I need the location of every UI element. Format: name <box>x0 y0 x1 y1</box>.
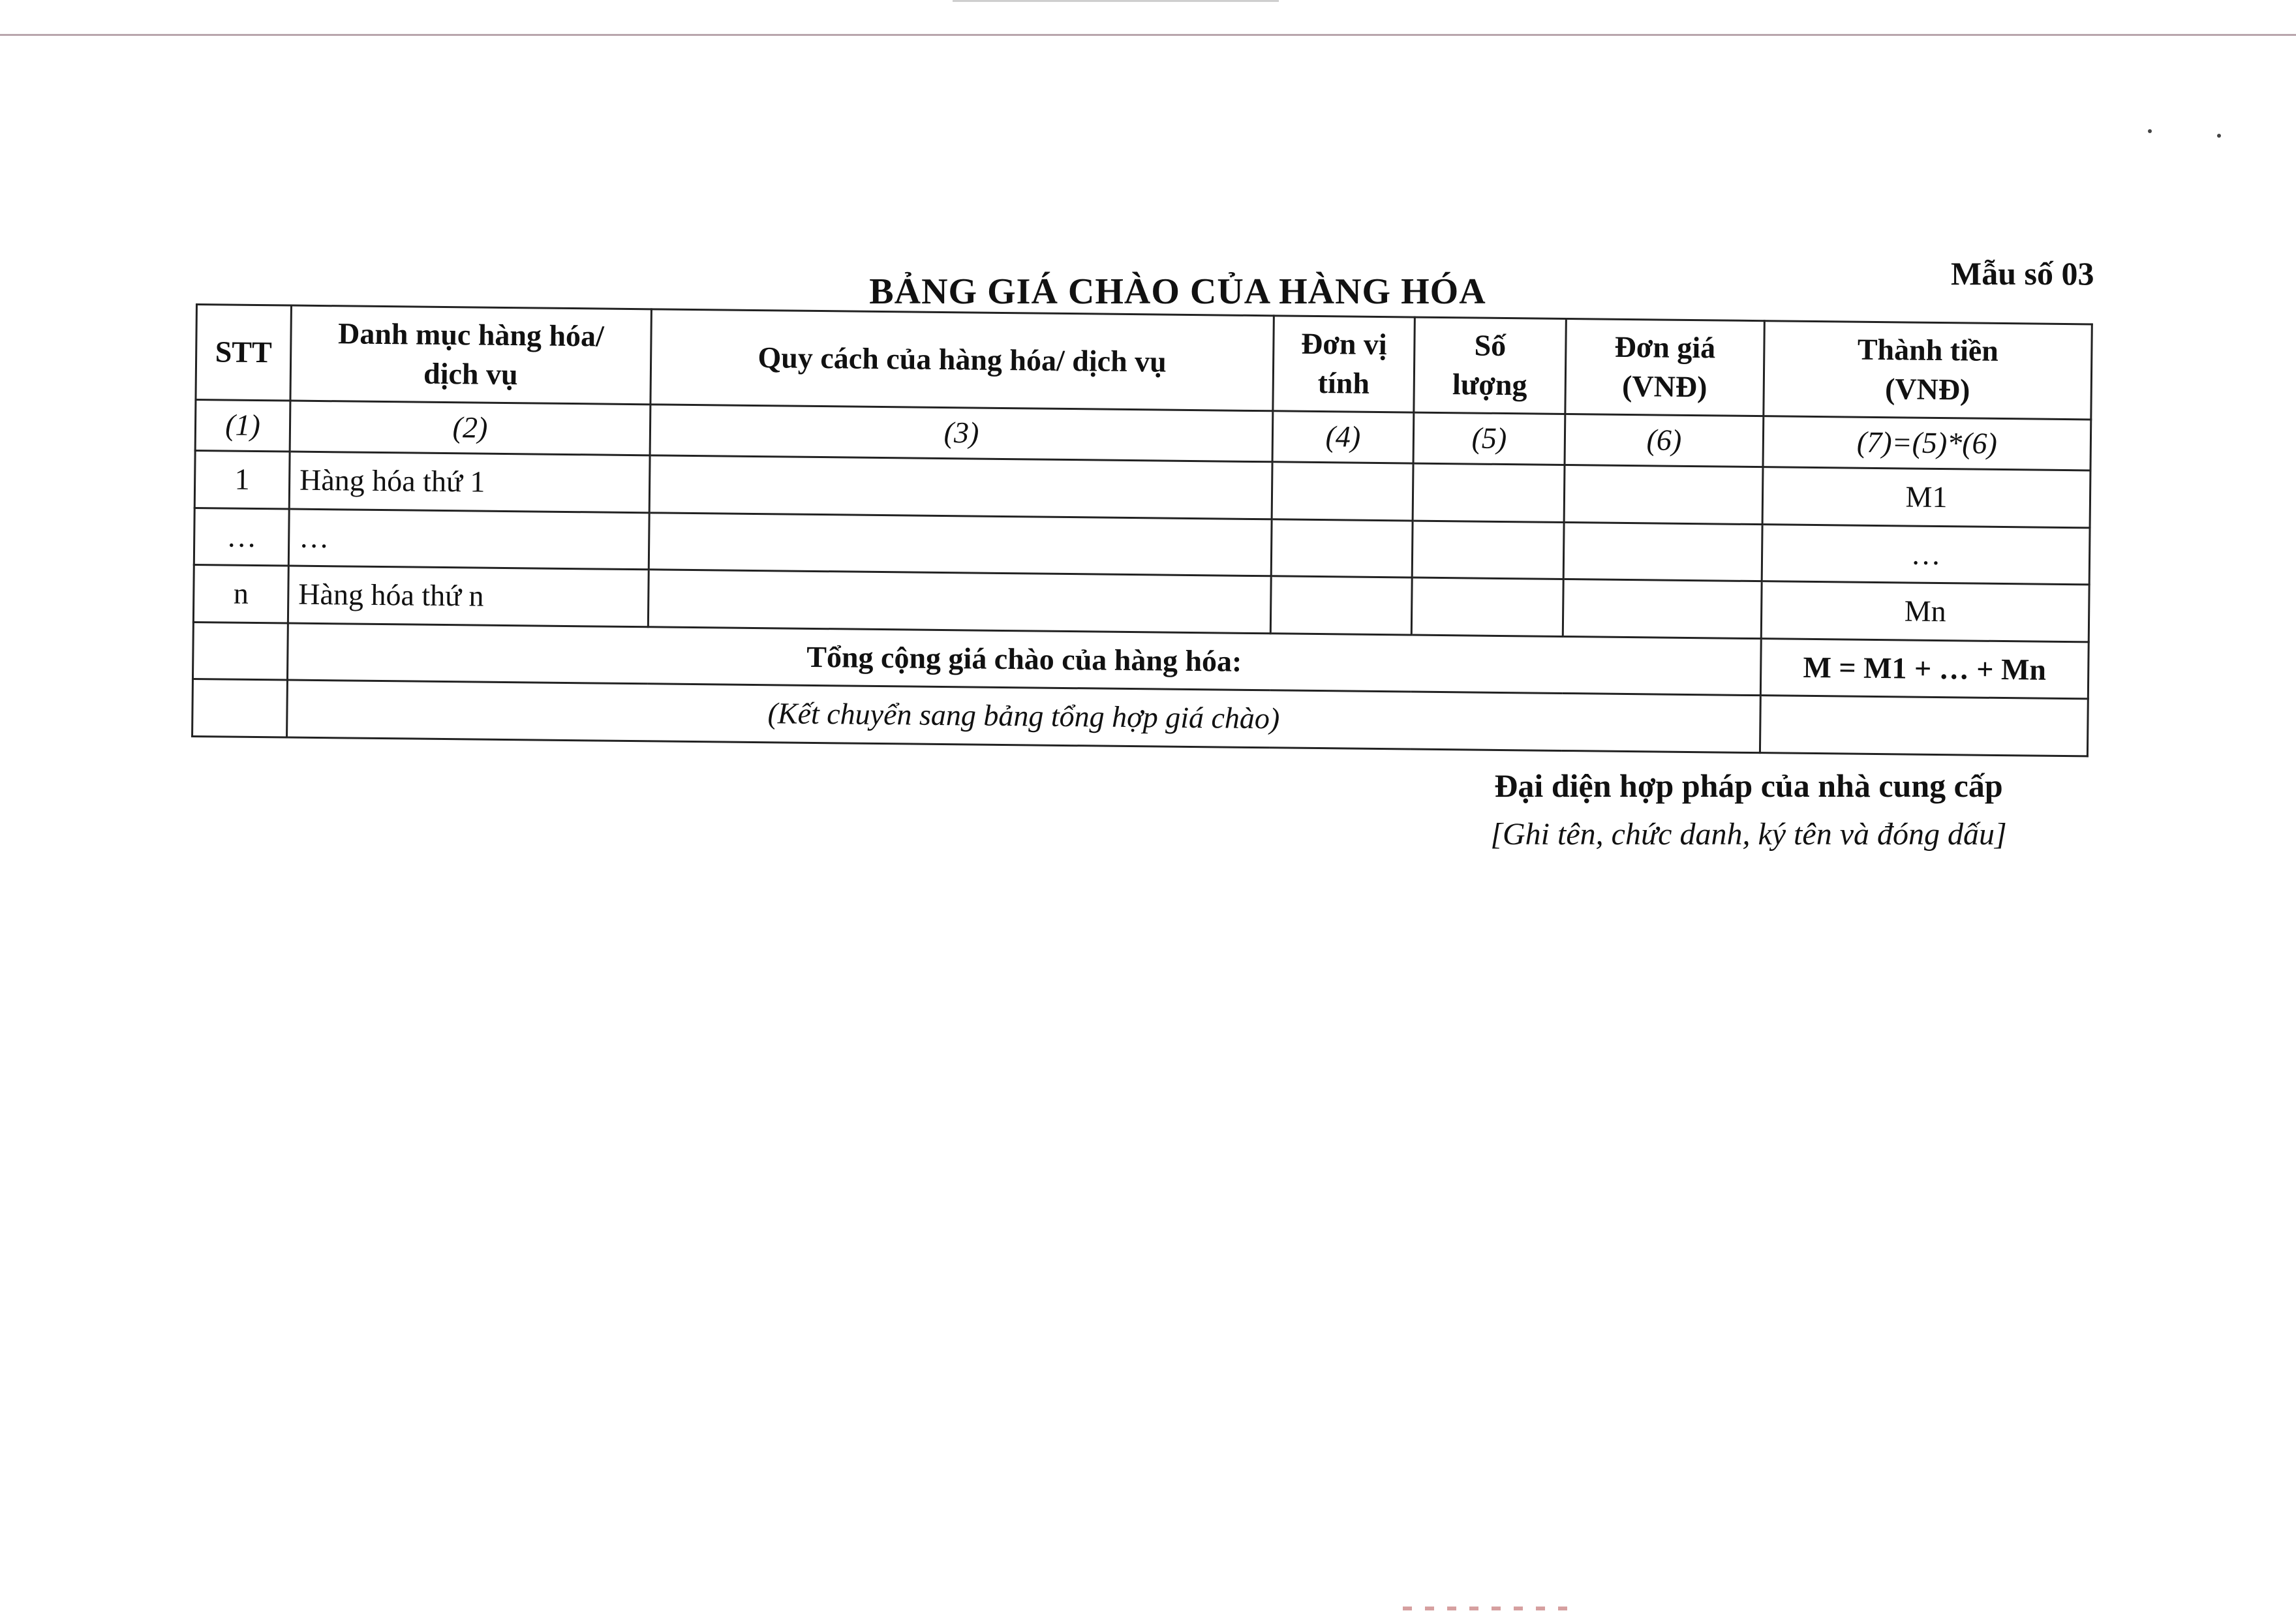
row-unit-cell <box>1270 576 1412 635</box>
column-number: (4) <box>1272 411 1414 463</box>
carry-stt-cell <box>192 679 288 737</box>
carry-amount-cell <box>1760 696 2088 756</box>
header-stt: STT <box>196 305 292 401</box>
header-quantity: Số lượng <box>1414 317 1567 414</box>
row-quantity-cell <box>1411 577 1563 636</box>
row-spec-cell <box>649 512 1272 576</box>
row-unit-cell <box>1271 519 1413 577</box>
top-rule <box>0 34 2296 36</box>
signature-block <box>1390 767 2107 852</box>
row-stt: n <box>193 565 288 623</box>
row-item-name: … <box>288 509 649 570</box>
scan-bleed-mark <box>1403 1607 1572 1610</box>
row-quantity-cell <box>1412 521 1564 579</box>
total-stt-cell <box>192 622 288 680</box>
row-amount: Mn <box>1761 581 2089 642</box>
scan-speck <box>2217 134 2221 138</box>
header-spec: Quy cách của hàng hóa/ dịch vụ <box>651 309 1274 411</box>
scan-edge-mark <box>953 0 1279 2</box>
column-number: (7)=(5)*(6) <box>1763 416 2091 470</box>
row-item-name: Hàng hóa thứ n <box>288 566 649 626</box>
row-spec-cell <box>649 455 1272 519</box>
column-number: (6) <box>1565 414 1764 467</box>
column-number: (5) <box>1413 412 1565 465</box>
header-amount: Thành tiền (VNĐ) <box>1764 321 2092 420</box>
signature-title: Đại diện hợp pháp của nhà cung cấp <box>1494 767 2003 804</box>
total-label: Tổng cộng giá chào của hàng hóa: <box>287 623 1761 696</box>
column-number: (1) <box>195 399 290 452</box>
row-price-cell <box>1564 465 1763 525</box>
document-title: BẢNG GIÁ CHÀO CỦA HÀNG HÓA <box>869 271 1486 312</box>
column-number: (3) <box>650 405 1273 462</box>
header-unit: Đơn vị tính <box>1273 316 1415 412</box>
column-number: (2) <box>290 401 651 455</box>
header-category: Danh mục hàng hóa/ dịch vụ <box>290 305 651 405</box>
row-spec-cell <box>648 570 1271 634</box>
scan-speck <box>2148 129 2152 133</box>
row-price-cell <box>1563 522 1762 581</box>
row-unit-cell <box>1272 462 1413 521</box>
row-stt: … <box>194 508 289 566</box>
signature-note: [Ghi tên, chức danh, ký tên và đóng dấu] <box>1490 817 2007 852</box>
carry-note: (Kết chuyển sang bảng tổng hợp giá chào) <box>287 680 1761 752</box>
row-quantity-cell <box>1413 463 1565 522</box>
row-price-cell <box>1563 579 1762 639</box>
row-amount: M1 <box>1762 467 2090 528</box>
price-table <box>191 303 2093 757</box>
header-unit-price: Đơn giá (VNĐ) <box>1565 318 1765 416</box>
total-value: M = M1 + … + Mn <box>1760 638 2089 699</box>
row-stt: 1 <box>194 451 290 509</box>
row-item-name: Hàng hóa thứ 1 <box>289 452 650 512</box>
form-number: Mẫu số 03 <box>1951 255 2094 292</box>
row-amount: … <box>1762 524 2090 585</box>
price-table-wrapper <box>191 303 2091 757</box>
